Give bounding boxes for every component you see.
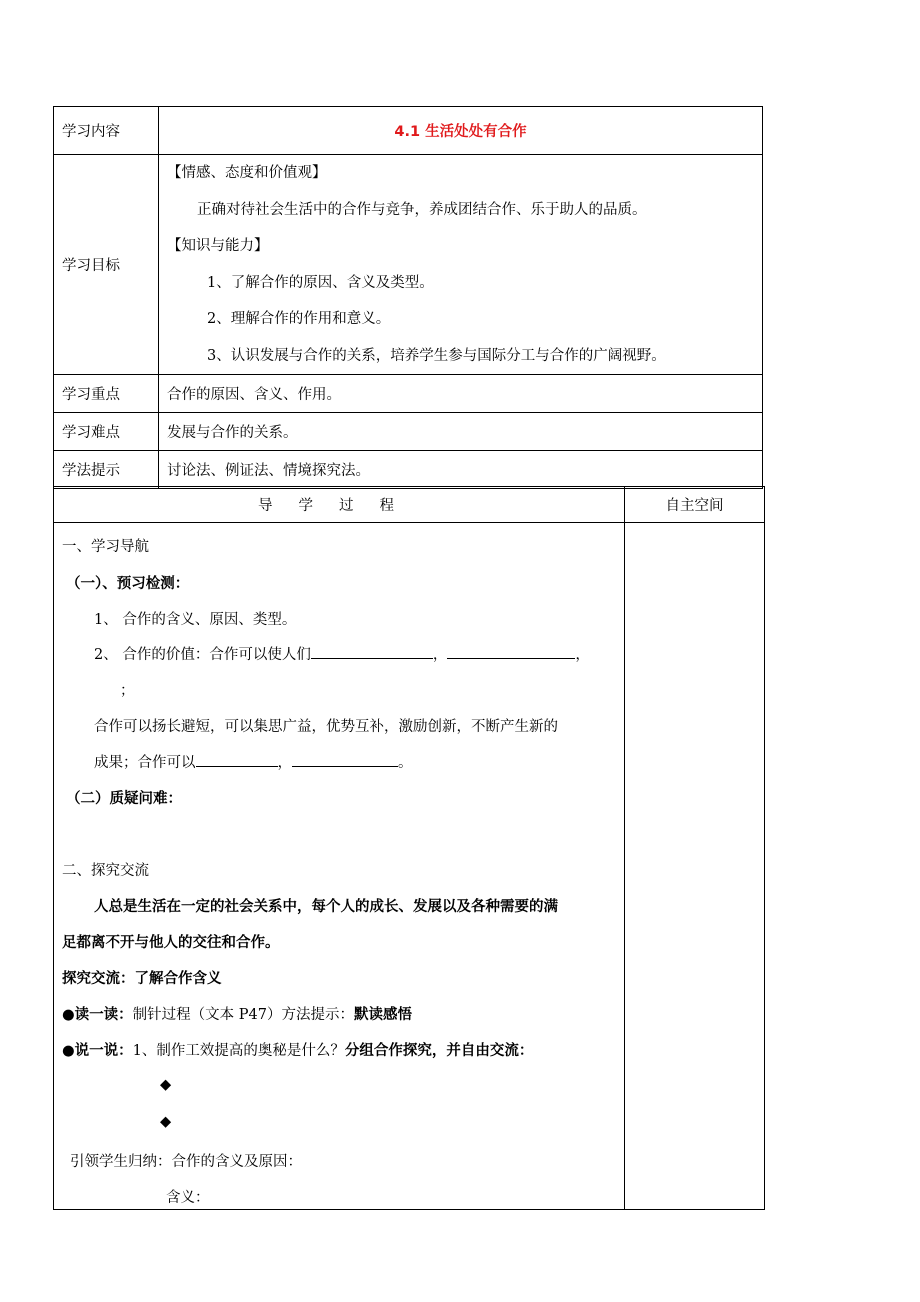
question-2-line4-prefix: 成果；合作可以 <box>94 755 196 771</box>
goals-heading-knowledge: 【知识与能力】 <box>167 238 269 254</box>
key-label: 学习重点 <box>54 375 159 413</box>
info-table <box>53 106 763 489</box>
comma: ， <box>432 647 448 663</box>
read-mid: 制针过程（文本 P47）方法提示： <box>132 1007 354 1023</box>
question-2-line3: 合作可以扬长避短，可以集思广益，优势互补，激励创新，不断产生新的 <box>94 719 558 735</box>
process-table <box>53 486 765 1210</box>
question-2-prefix: 2、 合作的价值：合作可以使人们 <box>94 647 311 663</box>
summary-line: 引领学生归纳：合作的含义及原因： <box>70 1154 302 1170</box>
semicolon: ； <box>120 683 135 699</box>
diamond-bullet-icon: ◆ <box>160 1077 172 1093</box>
comma: ， <box>277 755 292 771</box>
diamond-bullet-icon: ◆ <box>160 1114 172 1130</box>
goals-heading-attitude: 【情感、态度和价值观】 <box>167 165 327 181</box>
content-label: 学习内容 <box>54 107 159 155</box>
section2-text-2: 足都离不开与他人的交往和合作。 <box>62 934 280 951</box>
period: 。 <box>398 755 413 771</box>
method-value: 讨论法、例证法、情境探究法。 <box>159 451 763 489</box>
key-value: 合作的原因、含义、作用。 <box>159 375 763 413</box>
section1-title: 一、学习导航 <box>62 539 149 555</box>
section1-sub2: （二）质疑问难： <box>66 790 182 807</box>
explore-heading: 探究交流：了解合作含义 <box>62 970 222 987</box>
comma: ， <box>575 647 590 663</box>
read-prefix: ●读一读： <box>62 1006 133 1023</box>
goals-item-3: 3、认识发展与合作的关系，培养学生参与国际分工与合作的广阔视野。 <box>207 347 666 364</box>
self-space-area[interactable] <box>625 523 765 1210</box>
question-1: 1、 合作的含义、原因、类型。 <box>94 612 297 628</box>
page-title: 4.1 生活处处有合作 <box>159 107 763 155</box>
answer-blank[interactable] <box>196 752 278 767</box>
method-label: 学法提示 <box>54 451 159 489</box>
answer-blank[interactable] <box>311 644 433 659</box>
answer-blank[interactable] <box>292 752 398 767</box>
self-space-header: 自主空间 <box>625 487 765 523</box>
meaning-label: 含义： <box>166 1190 210 1206</box>
read-line <box>62 1003 412 1024</box>
goals-line-attitude: 正确对待社会生活中的合作与竞争，养成团结合作、乐于助人的品质。 <box>197 201 647 218</box>
say-suffix: 分组合作探究，并自由交流： <box>344 1042 534 1059</box>
process-content <box>54 523 625 1210</box>
read-suffix: 默读感悟 <box>353 1006 412 1023</box>
process-header: 导学过程 <box>54 487 625 523</box>
difficulty-label: 学习难点 <box>54 413 159 451</box>
goals-cell <box>159 155 763 375</box>
say-prefix: ●说一说： <box>62 1042 133 1059</box>
question-2-line4 <box>94 751 413 772</box>
question-2 <box>94 643 590 664</box>
goals-item-1: 1、了解合作的原因、含义及类型。 <box>207 274 434 291</box>
difficulty-value: 发展与合作的关系。 <box>159 413 763 451</box>
goals-item-2: 2、理解合作的作用和意义。 <box>207 311 391 327</box>
goals-label: 学习目标 <box>54 155 159 375</box>
section1-sub1: （一）、预习检测： <box>66 575 190 592</box>
say-line <box>62 1039 533 1060</box>
answer-blank[interactable] <box>447 644 575 659</box>
section2-text-1: 人总是生活在一定的社会关系中，每个人的成长、发展以及各种需要的满 <box>94 898 558 915</box>
say-mid: 1、制作工效提高的奥秘是什么？ <box>132 1043 345 1059</box>
section2-title: 二、探究交流 <box>62 863 149 879</box>
